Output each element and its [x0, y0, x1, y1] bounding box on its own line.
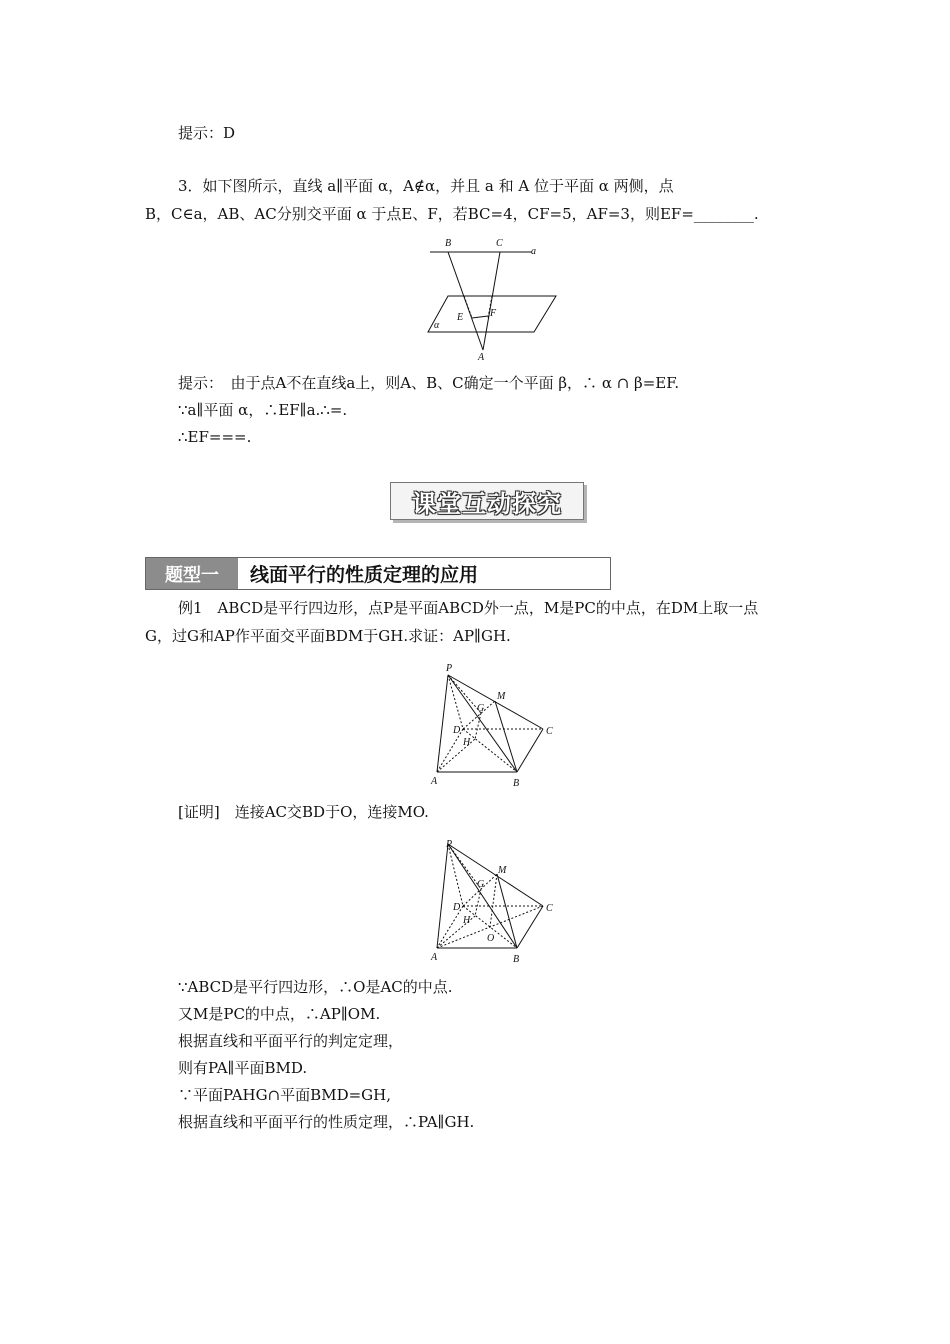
proof-line-2: 又M是PC的中点，∴AP∥OM.: [178, 1005, 381, 1023]
fig2-label-D: D: [453, 725, 461, 736]
fig1-label-B: B: [445, 238, 452, 249]
fig3-label-M: M: [498, 865, 507, 876]
fig3-label-C: C: [546, 903, 553, 914]
section-title: 线面平行的性质定理的应用: [250, 564, 479, 586]
fig2-label-H: H: [463, 737, 471, 748]
fig2-label-B: B: [513, 778, 520, 789]
proof-line-6: 根据直线和平面平行的性质定理，∴PA∥GH.: [178, 1113, 475, 1131]
fig1-label-A: A: [478, 352, 485, 363]
section-tag: 题型一: [146, 558, 238, 589]
hint-3-line-1: 提示： 由于点A不在直线a上，则A、B、C确定一个平面 β，∴ α ∩ β=EF.: [178, 374, 680, 392]
section-banner: [390, 482, 584, 520]
figure-pyramid-with-o: [425, 836, 570, 968]
fig1-label-alpha: α: [434, 320, 440, 331]
fig3-label-B: B: [513, 954, 520, 965]
banner-title: 课堂互动探究: [412, 489, 562, 518]
proof-line-1: ∵ABCD是平行四边形，∴O是AC的中点.: [178, 978, 453, 996]
fig1-label-E: E: [457, 312, 464, 323]
fig3-label-G: G: [477, 879, 485, 890]
proof-line-4: 则有PA∥平面BMD.: [178, 1059, 308, 1077]
hint-3-line-3: ∴EF===.: [178, 428, 252, 446]
proof-line-3: 根据直线和平面平行的判定定理，: [178, 1032, 404, 1050]
question-3-line-2: B，C∈a，AB、AC分别交平面 α 于点E、F，若BC=4，CF=5，AF=3，则EF=________.: [145, 205, 759, 223]
fig3-label-O: O: [487, 933, 495, 944]
figure-pyramid: [425, 660, 570, 792]
fig2-label-C: C: [546, 726, 553, 737]
hint-answer: 提示：D: [178, 124, 236, 142]
fig2-label-P: P: [446, 663, 453, 674]
proof-line-5: ∵平面PAHG∩平面BMD=GH,: [178, 1086, 391, 1104]
example-1-line-1: 例1 ABCD是平行四边形，点P是平面ABCD外一点，M是PC的中点，在DM上取一点: [178, 599, 759, 617]
question-3-line-1: 3．如下图所示，直线 a∥平面 α，A∉α，并且 a 和 A 位于平面 α 两侧，点: [178, 177, 674, 195]
fig1-label-C: C: [496, 238, 503, 249]
hint-3-line-2: ∵a∥平面 α，∴EF∥a.∴=.: [178, 401, 348, 419]
fig2-label-M: M: [497, 691, 506, 702]
fig3-label-H: H: [463, 915, 471, 926]
fig3-label-A: A: [431, 952, 438, 963]
fig3-label-P: P: [446, 839, 453, 850]
proof-intro: [证明] 连接AC交BD于O，连接MO.: [178, 803, 429, 821]
figure-line-plane: [420, 232, 570, 364]
fig1-label-F: F: [490, 308, 497, 319]
fig2-label-A: A: [431, 776, 438, 787]
fig1-label-a: a: [531, 246, 536, 257]
fig2-label-G: G: [477, 703, 485, 714]
section-header: [145, 557, 611, 590]
fig3-label-D: D: [453, 902, 461, 913]
example-1-line-2: G，过G和AP作平面交平面BDM于GH.求证：AP∥GH.: [145, 627, 511, 645]
